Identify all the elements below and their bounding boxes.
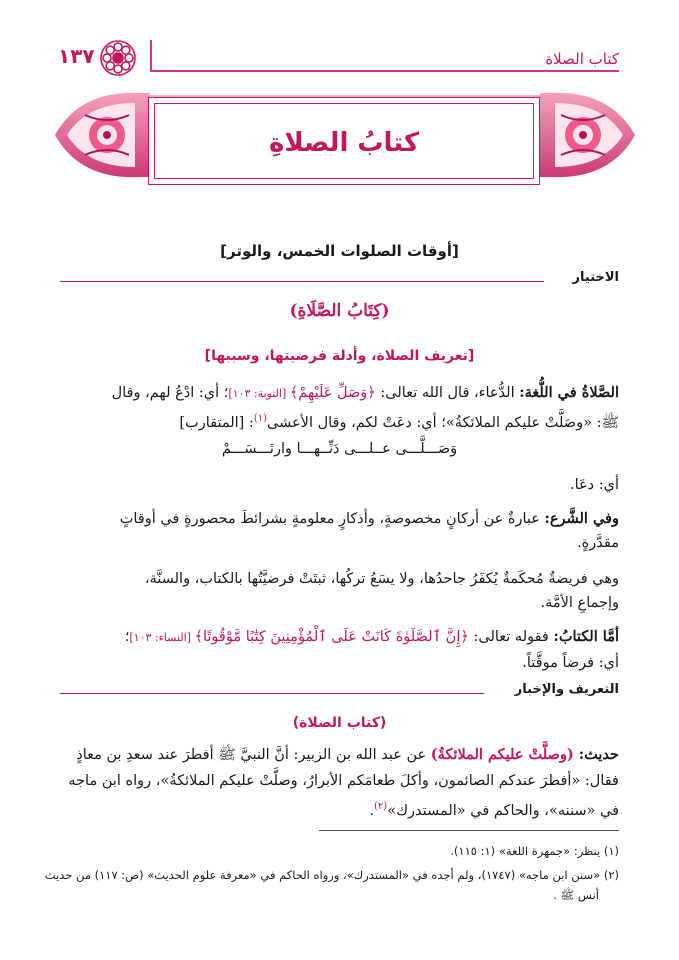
para4-line2: أي: فرضاً موقَّتاً.: [522, 655, 619, 671]
kitab-heading: (كِتَابُ الصَّلَاةِ): [289, 301, 390, 321]
poetry-verse: وَصَـــلَّـــى عــلـــى دَنِّــهـــا وارتَـــسَـــمْ: [221, 441, 458, 457]
para1-lead: الصَّلاةُ في اللُّغة:: [519, 384, 619, 401]
definition-heading: [تعريف الصلاة، وأدلة فرضيتها، وسببها]: [204, 348, 475, 364]
para3-line2: وإجماعِ الأمَّة.: [540, 595, 619, 611]
para1-line1: الصَّلاةُ في اللُّغة: الدُّعاء، قال الله تعالى: ﴿وَصَلِّ عَلَيْهِمْ﴾ [التوبة: ١٠٣]؛ أي: ادْعُ لهم، وقال: [111, 384, 619, 401]
para1-line2: ﷺ: «وصَلَّتْ عليكم الملائكةُ»؛ أي: دعَتْ لكم، وقال الأعشى$^{(١)}$: [المتقارب]: [179, 413, 619, 431]
footnote-ref-1: (١): [253, 413, 267, 424]
hadith-quote: (وصلَّتْ عليكم الملائكةُ): [430, 746, 579, 763]
quran-verse-1: ﴿وَصَلِّ عَلَيْهِمْ﴾: [289, 385, 376, 401]
footnote-2-cont: أنس ﷺ .: [553, 888, 599, 902]
footnote-2: (٢) «سنن ابن ماجه» (١٧٤٧)، ولم أجده في «المستدرك»، ورواه الحاكم في «معرفة علوم الحديث» (ص: ١١٧) من حديث: [44, 868, 619, 882]
para4-lead: أمَّا الكتابُ:: [553, 628, 619, 645]
hadith-line1: حديث: (وصلَّتْ عليكم الملائكةُ) عن عبد الله بن الزبير: أنَّ النبيَّ ﷺ أفطرَ عند سعدِ بن معاذٍ: [76, 746, 619, 763]
header-rule: [150, 70, 619, 72]
chapter-title: كتابُ الصلاةِ: [268, 128, 420, 158]
para4-line1: أمَّا الكتابُ: فقوله تعالى: ﴿إِنَّ ٱلصَّلَوٰةَ كَانَتْ عَلَى ٱلْمُؤْمِنِينَ كِتَٰبًا مَّوْقُوتًا﴾ [النساء: ١٠٣]؛: [124, 628, 619, 645]
quran-ref-2: [النساء: ١٠٣]: [129, 631, 195, 644]
quran-ref-1: [التوبة: ١٠٣]: [228, 387, 290, 400]
section-heading-times: [أوقات الصلوات الخمس، والوتر]: [220, 242, 459, 260]
para3-line1: وهي فريضةٌ مُحكَمةٌ يُكفَرُ جاحدُها، ولا يسَعُ تركُها، ثبتَتْ فرضيَّتُها بالكتاب، والسنَّة،: [144, 571, 619, 587]
rosette-ornament-icon: [98, 38, 138, 78]
section-bar-tarif: [60, 682, 619, 702]
footnote-separator: [319, 830, 619, 831]
page-number: ١٣٧: [58, 44, 95, 68]
section-bar-ikhtiyar: [60, 270, 619, 290]
footnote-1: (١) ينظر: «جمهرة اللغة» (١: ١١٥).: [450, 844, 619, 858]
quran-verse-2: ﴿إِنَّ ٱلصَّلَوٰةَ كَانَتْ عَلَى ٱلْمُؤْمِنِينَ كِتَٰبًا مَّوْقُوتًا﴾: [194, 629, 469, 645]
hadith-line3: في «سننه»، والحاكم في «المستدرك»$^{(٢)}$.: [369, 801, 619, 819]
para2-line1: وفي الشَّرع: عبارةٌ عن أركانٍ مخصوصةٍ، وأذكارٍ معلومةٍ بشرائطَ محصورةٍ في أوقاتٍ: [119, 510, 619, 527]
hadith-lead: حديث:: [578, 746, 619, 763]
para1-line4: أي: دعَا.: [569, 477, 619, 493]
para2-lead: وفي الشَّرع:: [544, 510, 619, 527]
section-label-ikhtiyar: الاختيار: [567, 270, 619, 285]
para2-line2: مقدَّرةٍ.: [577, 535, 619, 551]
hadith-line2: فقال: «أفطرَ عندكم الصائمون، وأكلَ طعامَكم الأبرارُ، وصلَّتْ عليكم الملائكةُ»، رواه ابن ماجه: [68, 773, 619, 789]
running-header-title: كتاب الصلاة: [545, 50, 619, 68]
footnote-ref-2: (٢): [374, 801, 388, 812]
section-label-tarif: التعريف والإخبار: [509, 682, 619, 697]
kitab-heading-2: (كتاب الصلاة): [292, 715, 387, 731]
header-divider: [150, 40, 152, 72]
